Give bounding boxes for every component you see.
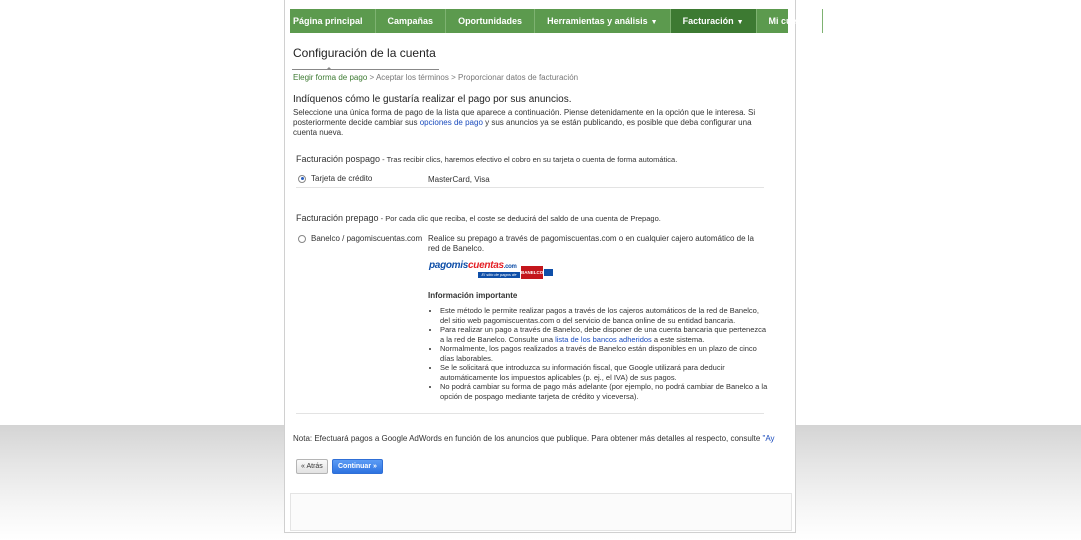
- note-body: Efectuará pagos a Google AdWords en función de los anuncios que publique. Para obtener más detalles al respecto, consulte: [312, 434, 763, 443]
- step-separator: >: [451, 73, 456, 82]
- banks-list-link[interactable]: lista de los bancos adheridos: [555, 334, 652, 344]
- logo-wordmark: [429, 260, 517, 271]
- nav-item-billing[interactable]: [671, 9, 757, 33]
- logo-tagline: El sitio de pagos de: [478, 272, 520, 278]
- nav-item-campaigns[interactable]: [376, 9, 447, 33]
- note-label: Nota:: [293, 434, 313, 443]
- postpay-option-detail: MasterCard, Visa: [428, 175, 490, 184]
- nav-item-home[interactable]: [290, 9, 376, 33]
- postpay-section-heading: [296, 154, 677, 164]
- current-step-marker-icon: [326, 67, 332, 70]
- payment-options-link[interactable]: opciones de pago: [419, 118, 483, 127]
- nav-item-label: Oportunidades: [458, 16, 523, 26]
- note-link[interactable]: "Ay: [762, 434, 775, 443]
- prepay-option-detail: Realice su prepago a través de pagomiscuentas.com o en cualquier cajero automático de la red de Banelco.: [428, 234, 754, 253]
- nav-item-label: Herramientas y análisis: [547, 16, 648, 26]
- section-divider: [296, 187, 764, 188]
- postpay-title: Facturación pospago: [296, 154, 381, 164]
- caret-down-icon: ▼: [736, 19, 744, 26]
- intro-text: [293, 108, 773, 138]
- logo-part: .com: [503, 264, 517, 270]
- nav-item-tools[interactable]: [535, 9, 671, 33]
- postpay-description: - Tras recibir clics, haremos efectivo el cobro en su tarjeta o cuenta de forma automática.: [380, 155, 678, 164]
- info-bullet-list: [428, 306, 770, 401]
- list-item-text: Para realizar un pago a través de Banelco, debe disponer de una cuenta bancaria que pertenezca a la red de Banelco. Consulte una: [440, 325, 767, 344]
- intro-heading: Indíquenos cómo le gustaría realizar el pago por sus anuncios.: [293, 94, 572, 105]
- list-item: • Este método le permite realizar pagos a través de los cajeros automáticos de la red de Banelco, del sitio web pagomiscuentas.com o del servicio de banca online de su entidad bancaria.: [440, 306, 770, 325]
- postpay-option[interactable]: [298, 174, 372, 183]
- intro-text-part: Seleccione una única forma de pago de la lista que aparece a continuación. Piense detenidamente en la opción que le interesa. Si posteriormente decide cambiar sus: [293, 108, 756, 127]
- nav-item-my-account[interactable]: [757, 9, 824, 33]
- back-button[interactable]: « Atrás: [296, 459, 328, 474]
- list-item: • Normalmente, los pagos realizados a través de Banelco están disponibles en un plazo de cinco días laborables.: [440, 344, 770, 363]
- list-item: • Se le solicitará que introduzca su información fiscal, que Google utilizará para deducir automáticamente los impuestos aplicables (p. ej., el IVA) de sus pagos.: [440, 363, 770, 382]
- top-navigation: [290, 9, 811, 33]
- nav-item-label: Mi cuenta: [768, 16, 811, 26]
- radio-selected-icon[interactable]: [298, 175, 306, 183]
- nav-item-label: Facturación: [682, 16, 734, 26]
- logo-part: cuentas: [468, 260, 504, 271]
- prepay-description: - Por cada clic que reciba, el coste se deducirá del saldo de una cuenta de Prepago.: [378, 214, 661, 223]
- postpay-option-label: Tarjeta de crédito: [311, 174, 373, 183]
- nav-item-label: Página principal: [293, 16, 363, 26]
- radio-unselected-icon[interactable]: [298, 235, 306, 243]
- section-divider: [296, 413, 764, 414]
- logo-part: pagomis: [429, 260, 469, 271]
- prepay-title: Facturación prepago: [296, 213, 379, 223]
- prepay-option-label: Banelco / pagomiscuentas.com: [311, 234, 423, 243]
- list-item-text: a este sistema.: [651, 334, 705, 344]
- nav-item-opportunities[interactable]: [446, 9, 535, 33]
- intro-text-part: y sus anuncios ya se están publicando, es posible que deba configurar una cuenta nueva.: [293, 118, 752, 137]
- list-item: • No podrá cambiar su forma de pago más adelante (por ejemplo, no podrá cambiar de Banelco a la opción de pospago mediante tarjeta de crédito y viceversa).: [440, 382, 770, 401]
- step-separator: >: [369, 73, 375, 82]
- pagomiscuentas-logo: [428, 260, 558, 282]
- caret-down-icon: ▼: [650, 19, 658, 26]
- footer-panel: [290, 493, 792, 531]
- nav-item-label: Campañas: [387, 16, 434, 26]
- steps-underline: [292, 69, 439, 70]
- prepay-option[interactable]: [298, 234, 422, 243]
- breadcrumb-steps: [293, 73, 578, 82]
- logo-strip: [544, 269, 553, 276]
- info-heading: Información importante: [428, 291, 518, 300]
- continue-button[interactable]: Continuar »: [332, 459, 383, 474]
- note-text: [293, 434, 788, 443]
- prepay-section-heading: [296, 213, 661, 223]
- list-item: [440, 325, 770, 344]
- step-3: Proporcionar datos de facturación: [458, 73, 579, 82]
- step-2: Aceptar los términos: [375, 73, 449, 82]
- banelco-badge: BANELCO: [521, 266, 543, 279]
- page-title: Configuración de la cuenta: [293, 46, 436, 60]
- step-current: Elegir forma de pago: [293, 73, 368, 82]
